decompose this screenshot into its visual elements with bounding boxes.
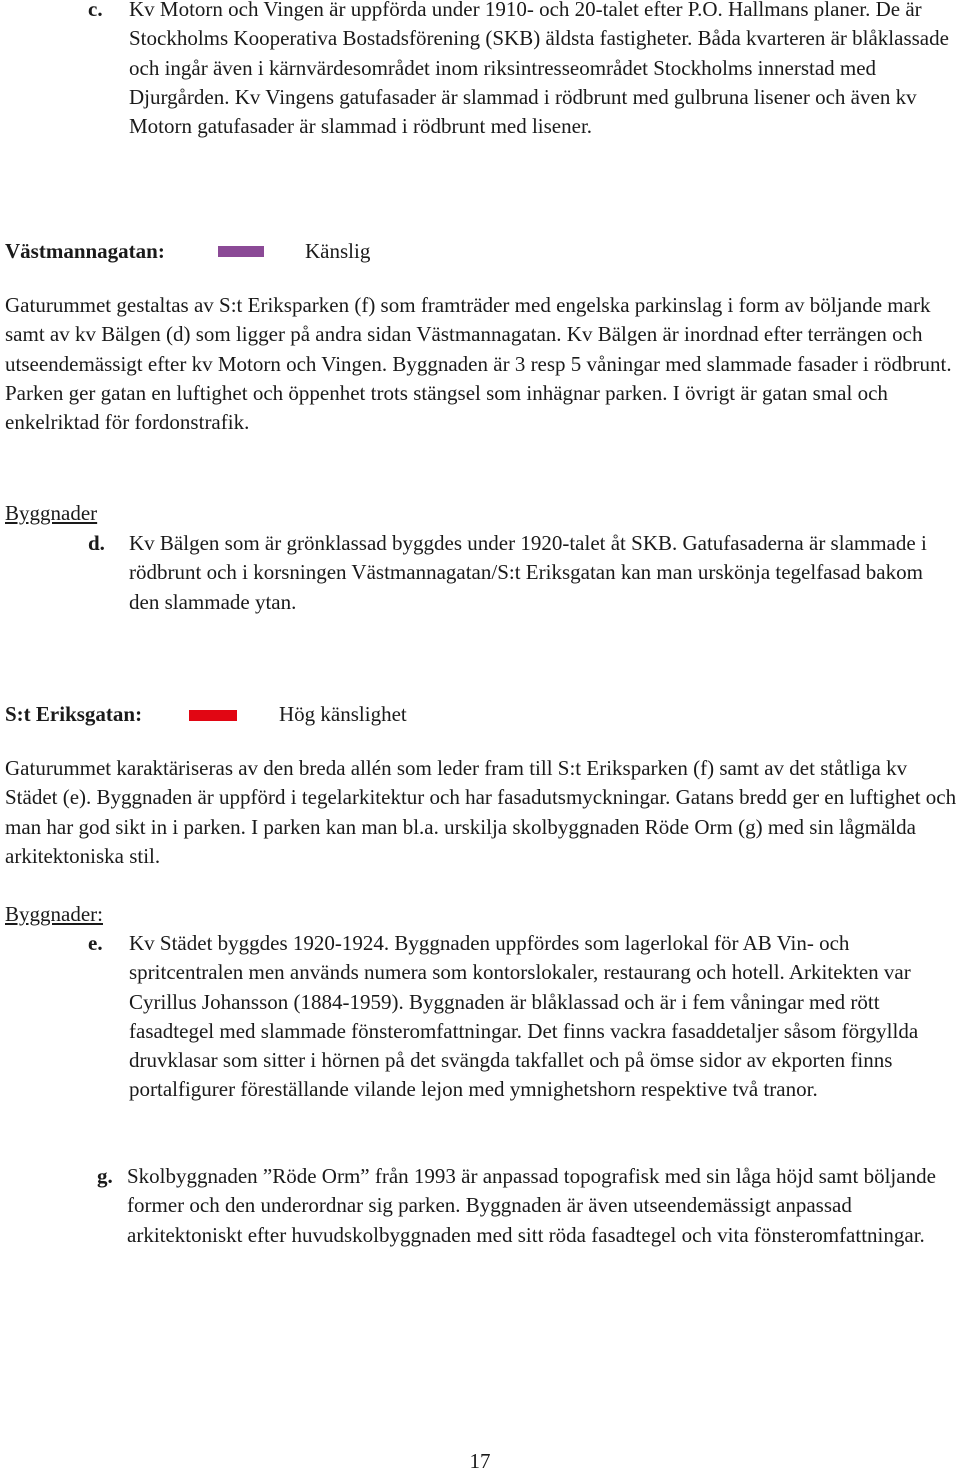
section-heading-st-eriksgatan: S:t Eriksgatan: bbox=[5, 702, 143, 726]
item-text: Skolbyggnaden ”Röde Orm” från 1993 är anpassad topografisk med sin låga höjd samt böljande former och den underordnar sig parken. Byggnaden är även utseendemässigt anpassad arkitektoniskt efter huvudskolbyggnaden med sitt röda fasadtegel och vita fönsteromfattningar. bbox=[127, 1164, 936, 1247]
item-label: g. bbox=[97, 1164, 113, 1188]
item-text: Kv Bälgen som är grönklassad byggdes under 1920-talet åt SKB. Gatufasaderna är slammade i rödbrunt och i korsningen Västmannagatan/S:t Eriksgatan kan man urskönja tegelfasad bakom den slammade ytan. bbox=[129, 531, 927, 614]
item-label: d. bbox=[88, 531, 105, 555]
subheading-byggnader: Byggnader: bbox=[5, 902, 103, 926]
section-text-st-eriksgatan: Gaturummet karaktäriseras av den breda allén som leder fram till S:t Eriksparken (f) samt av det ståtliga kv Städet (e). Byggnaden är uppförd i tegelarkitektur och har fasadutsmyckningar. Gatans bredd ger en luftighet och man har god sikt in i parken. I parken kan man bl.a. urskilja skolbyggnaden Röde Orm (g) med sin lågmälda arkitektoniska stil. bbox=[5, 756, 957, 868]
page-number: 17 bbox=[469, 1449, 491, 1473]
item-label: c. bbox=[88, 0, 103, 21]
section-heading-vastmannagatan: Västmannagatan: bbox=[5, 239, 165, 263]
item-text: Kv Motorn och Vingen är uppförda under 1910- och 20-talet efter P.O. Hallmans planer. De är Stockholms Kooperativa Bostadsförening (SKB) äldsta fastigheter. Båda kvarteren är blåklassade och ingår även i kärnvärdesområdet inom riksintresseområdet Stockholms innerstad med Djurgården. Kv Vingens gatufasader är slammad i rödbrunt med gulbruna lisener och även kv Motorn gatufasader är slammad i rödbrunt med lisener. bbox=[129, 0, 949, 139]
subheading-byggnader: Byggnader bbox=[5, 501, 98, 525]
list-item-c bbox=[5, 0, 960, 141]
sensitivity-level-vastmannagatan: Känslig bbox=[305, 239, 371, 263]
sensitivity-swatch-st-eriksgatan bbox=[189, 710, 237, 721]
sensitivity-swatch-vastmannagatan bbox=[218, 246, 264, 257]
list-item-g bbox=[5, 1162, 960, 1250]
list-item-d bbox=[5, 529, 960, 617]
item-text: Kv Städet byggdes 1920-1924. Byggnaden uppfördes som lagerlokal för AB Vin- och spritcentralen men används numera som kontorslokaler, restaurang och hotell. Arkitekten var Cyrillus Johansson (1884-1959). Byggnaden är blåklassad och är i fem våningar med rött fasadtegel med slammade fönsteromfattningar. Det finns vackra fasaddetaljer såsom förgyllda druvklasar som sitter i hörnen på det svängda takfallet och på ömse sidor av ekporten finns portalfigurer föreställande vilande lejon med ymnighetshorn respektive två tranor. bbox=[129, 931, 919, 1102]
list-item-e bbox=[5, 929, 960, 1105]
item-label: e. bbox=[88, 931, 103, 955]
sensitivity-level-st-eriksgatan: Hög känslighet bbox=[279, 702, 407, 726]
section-text-vastmannagatan: Gaturummet gestaltas av S:t Eriksparken (f) som framträder med engelska parkinslag i form av böljande mark samt av kv Bälgen (d) som ligger på andra sidan Västmannagatan. Kv Bälgen är inordnad efter terrängen och utseendemässigt efter kv Motorn och Vingen. Byggnaden är 3 resp 5 våningar med slammade fasader i rödbrunt. Parken ger gatan en luftighet och öppenhet trots stängsel som inhägnar parken. I övrigt är gatan smal och enkelriktad för fordonstrafik. bbox=[5, 293, 952, 435]
